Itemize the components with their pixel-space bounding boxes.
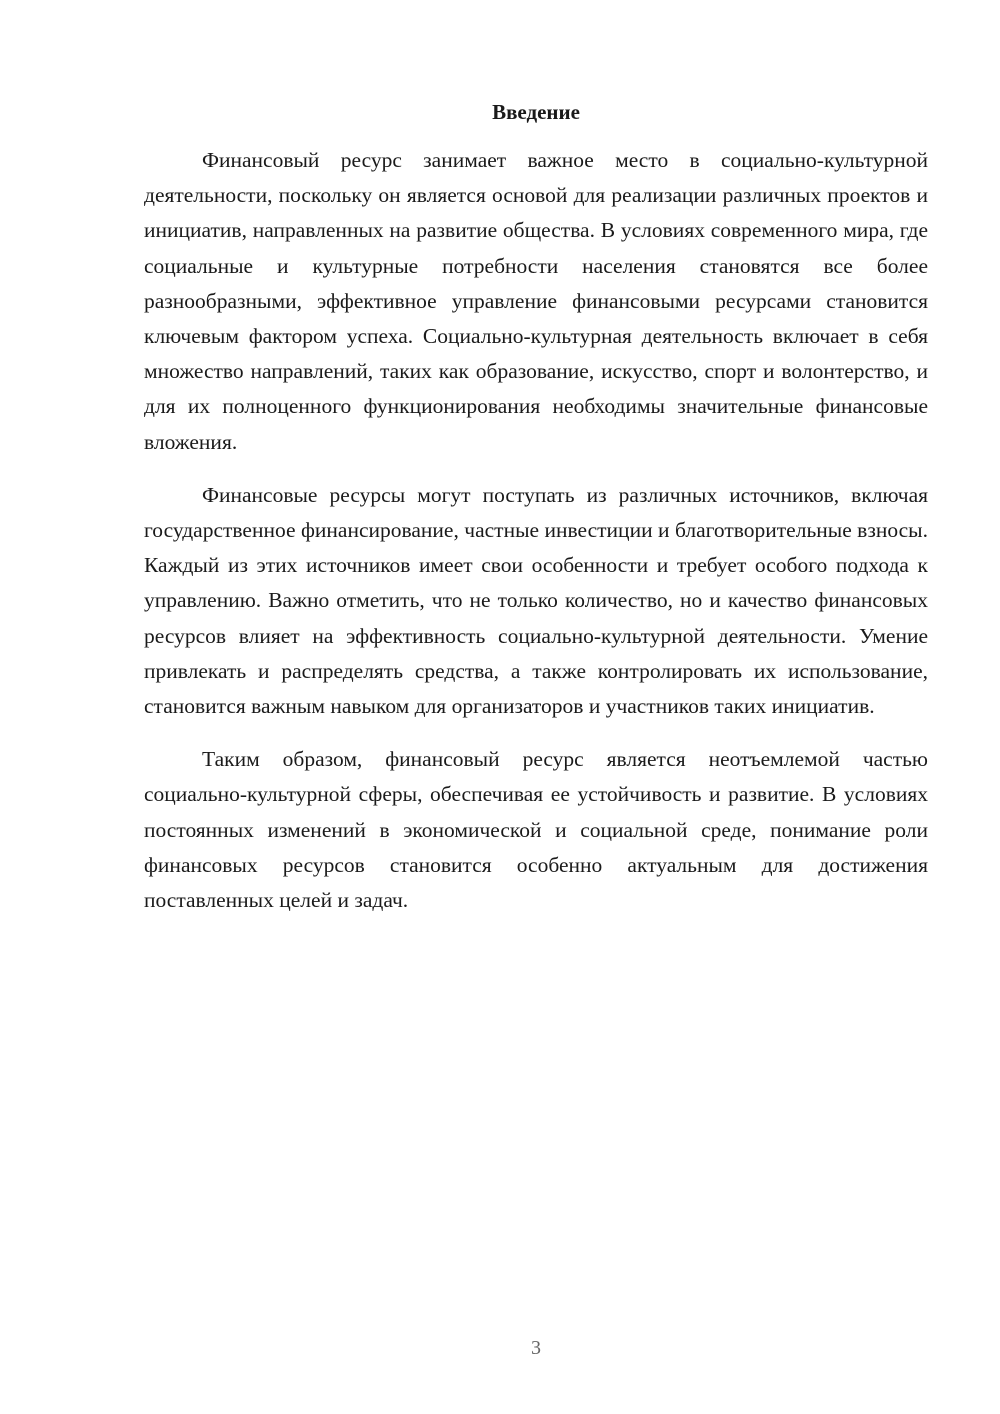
paragraph-2: Финансовые ресурсы могут поступать из различных источников, включая государственное финансирование, частные инвестиции и благотворительные взносы. Каждый из этих источников имеет свои особенности и требует особого подхода к управлению. Важно отметить, что не только количество, но и качество финансовых ресурсов влияет на эффективность социально-культурной деятельности. Умение привлекать и распределять средства, а также контролировать их использование, становится важным навыком для организаторов и участников таких инициатив.	[144, 482, 928, 719]
section-heading: Введение	[492, 100, 580, 124]
paragraph-1: Финансовый ресурс занимает важное место в социально-культурной деятельности, поскольку он является основой для реализации различных проектов и инициатив, направленных на развитие общества. В условиях современного мира, где социальные и культурные потребности населения становятся все более разнообразными, эффективное управление финансовыми ресурсами становится ключевым фактором успеха. Социально-культурная деятельность включает в себя множество направлений, таких как образование, искусство, спорт и волонтерство, и для их полноценного функционирования необходимы значительные финансовые вложения.	[144, 148, 928, 454]
paragraph-3: Таким образом, финансовый ресурс является неотъемлемой частью социально-культурной сферы, обеспечивая ее устойчивость и развитие. В условиях постоянных изменений в экономической и социальной среде, понимание роли финансовых ресурсов становится особенно актуальным для достижения поставленных целей и задач.	[144, 747, 928, 913]
body-text	[144, 143, 928, 918]
page-number: 3	[531, 1337, 541, 1359]
